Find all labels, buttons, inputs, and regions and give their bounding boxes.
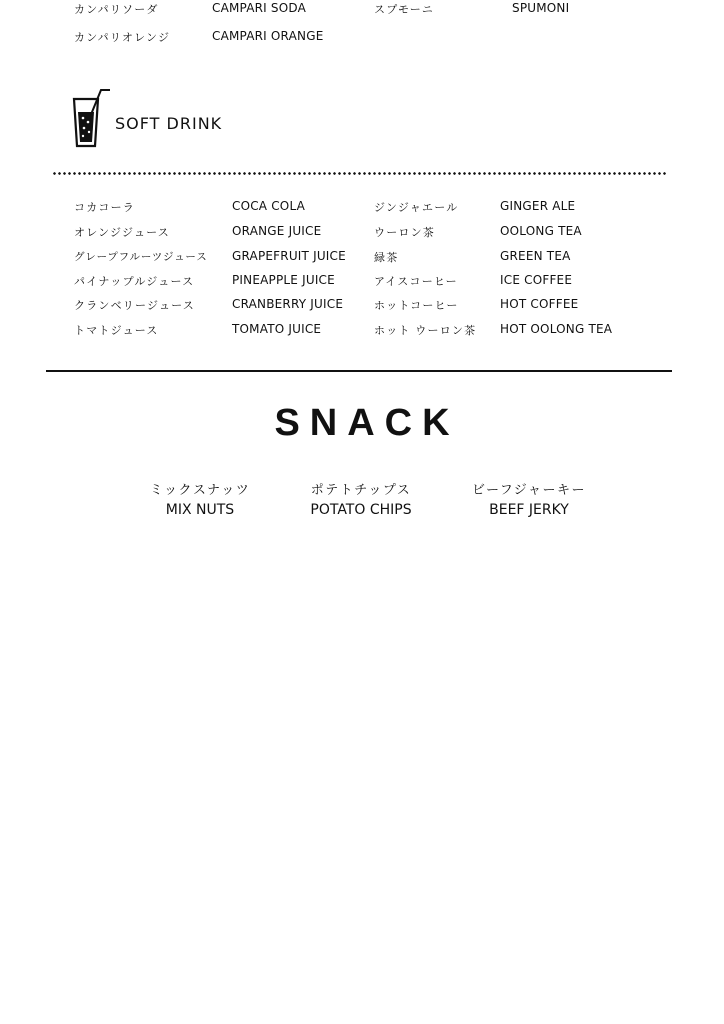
drink-name-en: CRANBERRY JUICE [232,297,344,311]
drink-name-en: GINGER ALE [500,199,576,213]
drink-name-en: HOT COFFEE [500,297,579,311]
drink-name-jp: コカコーラ [74,201,135,214]
snack-name-en: POTATO CHIPS [310,502,412,518]
drink-name-en: TOMATO JUICE [232,322,322,336]
drink-name-jp: ウーロン茶 [374,226,435,239]
drink-name-jp: ジンジャエール [374,201,459,214]
drink-row [0,273,724,293]
drink-name-jp: オレンジジュース [74,226,171,239]
drink-name-en: GRAPEFRUIT JUICE [232,249,346,263]
drink-name-jp: カンパリソーダ [74,3,159,16]
drink-name-jp: トマトジュース [74,324,159,337]
drink-name-en: CAMPARI SODA [212,1,307,15]
cocktail-row [0,1,724,19]
dotted-divider [52,172,667,175]
drink-row [0,297,724,317]
drink-row [0,199,724,219]
snack-name-en: BEEF JERKY [489,502,569,518]
drink-name-en: OOLONG TEA [500,224,582,238]
drink-name-jp: スプモーニ [374,3,435,16]
snack-item [439,479,619,518]
drink-row [0,322,724,342]
drink-name-jp: ホットコーヒー [374,299,459,312]
drink-name-en: COCA COLA [232,199,306,213]
drink-name-jp: アイスコーヒー [374,275,458,288]
drink-name-en: ICE COFFEE [500,273,573,287]
snack-item [110,479,290,518]
drink-name-jp: クランベリージュース [74,299,196,312]
snack-item [271,479,451,518]
drink-name-en: SPUMONI [512,1,570,15]
soft-drink-glass-icon [72,87,112,149]
snack-name-en: MIX NUTS [165,502,235,518]
drink-name-jp: グレープフルーツジュース [74,251,208,263]
drink-name-en: GREEN TEA [500,249,571,263]
section-title-snack: SNACK [274,402,460,444]
drink-name-jp: カンパリオレンジ [74,31,171,44]
drink-row [0,249,724,269]
drink-name-en: ORANGE JUICE [232,224,322,238]
snack-name-jp: ビーフジャーキー [471,483,587,498]
snack-name-jp: ミックスナッツ [149,483,251,498]
drink-name-jp: パイナップルジュース [74,275,195,288]
cocktail-row [0,29,724,47]
drink-row [0,224,724,244]
drink-name-jp: 緑茶 [374,251,399,264]
drink-name-en: CAMPARI ORANGE [212,29,324,43]
drink-name-en: PINEAPPLE JUICE [232,273,335,287]
section-divider [46,370,672,372]
drink-name-en: HOT OOLONG TEA [500,322,613,336]
section-title-soft-drink: SOFT DRINK [115,114,223,133]
snack-name-jp: ポテトチップス [310,483,412,498]
drink-name-jp: ホット ウーロン茶 [374,324,477,337]
